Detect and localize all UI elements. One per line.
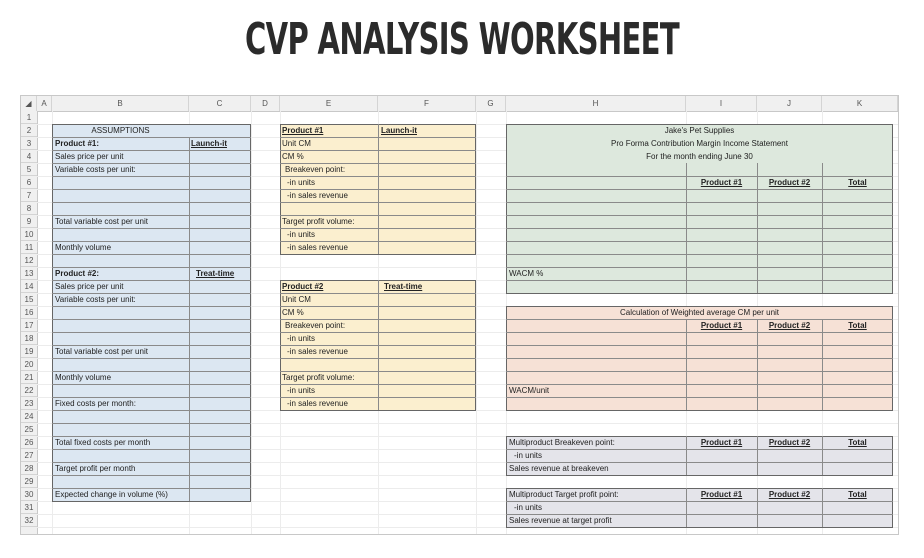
p1-cm-pct: CM % bbox=[282, 152, 304, 161]
cell-border bbox=[52, 475, 251, 476]
p2-sales-price-label: Sales price per unit bbox=[55, 282, 124, 291]
row-header[interactable]: 23 bbox=[21, 397, 37, 410]
p1-target-volume: Target profit volume: bbox=[282, 217, 355, 226]
column-header[interactable]: D bbox=[251, 96, 280, 111]
row-header[interactable]: 9 bbox=[21, 215, 37, 228]
company-name: Jake's Pet Supplies bbox=[664, 126, 735, 135]
cell-border bbox=[757, 319, 758, 410]
column-header[interactable]: I bbox=[686, 96, 757, 111]
cell-border bbox=[378, 124, 379, 254]
row-header[interactable]: 31 bbox=[21, 501, 37, 514]
cell-border bbox=[52, 319, 251, 320]
wacm-unit-label: WACM/unit bbox=[509, 386, 550, 395]
p1-breakeven: Breakeven point: bbox=[285, 165, 346, 174]
cell-border bbox=[52, 228, 251, 229]
row-header[interactable]: 17 bbox=[21, 319, 37, 332]
assumptions-header: ASSUMPTIONS bbox=[91, 126, 150, 135]
cell-border bbox=[686, 319, 687, 410]
cell-border bbox=[52, 449, 251, 450]
p2-unit-cm: Unit CM bbox=[282, 295, 311, 304]
row-header[interactable]: 26 bbox=[21, 436, 37, 449]
row-header[interactable]: 7 bbox=[21, 189, 37, 202]
cell-border bbox=[506, 345, 893, 346]
cell-border bbox=[506, 267, 893, 268]
cell-border bbox=[506, 280, 893, 281]
target-profit-label: Target profit per month bbox=[55, 464, 136, 473]
cell-border bbox=[52, 202, 251, 203]
cell-border bbox=[506, 384, 893, 385]
p1-be-revenue: -in sales revenue bbox=[287, 191, 348, 200]
product2-label: Product #2: bbox=[55, 269, 100, 278]
row-header[interactable]: 22 bbox=[21, 384, 37, 397]
page-title: CVP ANALYSIS WORKSHEET bbox=[245, 14, 679, 65]
product1-panel-header: Product #1 bbox=[282, 126, 324, 135]
row-header[interactable]: 30 bbox=[21, 488, 37, 501]
row-header[interactable]: 21 bbox=[21, 371, 37, 384]
cell-border bbox=[506, 215, 893, 216]
row-header[interactable]: 20 bbox=[21, 358, 37, 371]
cell-border bbox=[506, 397, 893, 398]
column-header[interactable]: J bbox=[757, 96, 822, 111]
cell-border bbox=[822, 319, 823, 410]
row-header[interactable]: 29 bbox=[21, 475, 37, 488]
p2-be-units: -in units bbox=[287, 334, 316, 343]
row-header[interactable]: 11 bbox=[21, 241, 37, 254]
cell-border bbox=[52, 189, 251, 190]
cell-border bbox=[52, 423, 251, 424]
wcm-col-product1: Product #1 bbox=[700, 321, 743, 330]
select-all-corner[interactable]: ◢ bbox=[21, 96, 37, 111]
row-header[interactable]: 18 bbox=[21, 332, 37, 345]
mb-col-product1: Product #1 bbox=[700, 438, 743, 447]
mt-col-product2: Product #2 bbox=[768, 490, 811, 499]
cell-border bbox=[506, 371, 893, 372]
statement-period: For the month ending June 30 bbox=[646, 152, 753, 161]
row-header[interactable]: 27 bbox=[21, 449, 37, 462]
row-header[interactable]: 15 bbox=[21, 293, 37, 306]
expected-change-label: Expected change in volume (%) bbox=[55, 490, 168, 499]
p1-t-revenue: -in sales revenue bbox=[287, 243, 348, 252]
multi-target-label: Multiproduct Target profit point: bbox=[509, 490, 619, 499]
cell-border bbox=[506, 501, 893, 502]
row-header[interactable]: 14 bbox=[21, 280, 37, 293]
is-col-product1: Product #1 bbox=[700, 178, 743, 187]
p2-total-variable-label: Total variable cost per unit bbox=[55, 347, 148, 356]
p1-be-units: -in units bbox=[287, 178, 316, 187]
column-header[interactable]: G bbox=[476, 96, 506, 111]
row-header[interactable]: 28 bbox=[21, 462, 37, 475]
mt-in-units: -in units bbox=[514, 503, 543, 512]
column-header[interactable]: B bbox=[52, 96, 189, 111]
is-col-product2: Product #2 bbox=[768, 178, 811, 187]
cell-border bbox=[506, 189, 893, 190]
product1-name: Launch-it bbox=[191, 139, 227, 148]
row-header[interactable]: 13 bbox=[21, 267, 37, 280]
p2-cm-pct: CM % bbox=[282, 308, 304, 317]
row-header[interactable]: 6 bbox=[21, 176, 37, 189]
row-header[interactable]: 24 bbox=[21, 410, 37, 423]
product2-panel-header: Product #2 bbox=[282, 282, 324, 291]
cell-border bbox=[52, 332, 251, 333]
cell-border bbox=[378, 280, 379, 410]
wcm-col-total: Total bbox=[848, 321, 867, 330]
cell-border bbox=[52, 410, 251, 411]
p2-variable-costs-label: Variable costs per unit: bbox=[55, 295, 136, 304]
column-header[interactable]: A bbox=[37, 96, 52, 111]
row-header[interactable]: 25 bbox=[21, 423, 37, 436]
row-header[interactable]: 5 bbox=[21, 163, 37, 176]
multi-breakeven-label: Multiproduct Breakeven point: bbox=[509, 438, 615, 447]
p1-sales-price-label: Sales price per unit bbox=[55, 152, 124, 161]
row-header[interactable]: 1 bbox=[21, 111, 37, 124]
wacm-pct-label: WACM % bbox=[509, 269, 544, 278]
p2-breakeven: Breakeven point: bbox=[285, 321, 346, 330]
weighted-cm-title: Calculation of Weighted average CM per unit bbox=[619, 308, 780, 317]
product1-panel-name: Launch-it bbox=[381, 126, 417, 135]
mb-col-product2: Product #2 bbox=[768, 438, 811, 447]
wcm-col-product2: Product #2 bbox=[768, 321, 811, 330]
p2-t-units: -in units bbox=[287, 386, 316, 395]
product2-panel-name: Treat-time bbox=[384, 282, 423, 291]
p1-monthly-volume-label: Monthly volume bbox=[55, 243, 112, 252]
statement-title: Pro Forma Contribution Margin Income Statement bbox=[611, 139, 788, 148]
row-header[interactable]: 3 bbox=[21, 137, 37, 150]
cell-border bbox=[52, 306, 251, 307]
cell-border bbox=[506, 254, 893, 255]
grid-line bbox=[251, 111, 252, 534]
p2-t-revenue: -in sales revenue bbox=[287, 399, 348, 408]
column-header-bar bbox=[21, 96, 898, 112]
product1-label: Product #1: bbox=[55, 139, 100, 148]
fixed-costs-label: Fixed costs per month: bbox=[55, 399, 136, 408]
column-header[interactable]: K bbox=[822, 96, 898, 111]
product2-name: Treat-time bbox=[196, 269, 235, 278]
cell-border bbox=[506, 241, 893, 242]
cell-border bbox=[52, 254, 251, 255]
p1-variable-costs-label: Variable costs per unit: bbox=[55, 165, 136, 174]
cell-border bbox=[506, 228, 893, 229]
cell-border bbox=[506, 202, 893, 203]
row-header[interactable]: 8 bbox=[21, 202, 37, 215]
p2-target-volume: Target profit volume: bbox=[282, 373, 355, 382]
is-col-total: Total bbox=[848, 178, 867, 187]
row-header[interactable]: 10 bbox=[21, 228, 37, 241]
row-header[interactable]: 32 bbox=[21, 514, 37, 527]
grid-line bbox=[476, 111, 477, 534]
row-header[interactable]: 19 bbox=[21, 345, 37, 358]
cell-border bbox=[52, 384, 251, 385]
total-fixed-label: Total fixed costs per month bbox=[55, 438, 151, 447]
p1-total-variable-label: Total variable cost per unit bbox=[55, 217, 148, 226]
mb-in-units: -in units bbox=[514, 451, 543, 460]
cell-border bbox=[506, 358, 893, 359]
row-header[interactable]: 16 bbox=[21, 306, 37, 319]
p2-be-revenue: -in sales revenue bbox=[287, 347, 348, 356]
mb-col-total: Total bbox=[848, 438, 867, 447]
p2-monthly-volume-label: Monthly volume bbox=[55, 373, 112, 382]
p1-t-units: -in units bbox=[287, 230, 316, 239]
column-header[interactable]: H bbox=[506, 96, 686, 111]
mt-sales-revenue: Sales revenue at target profit bbox=[509, 516, 612, 525]
p1-unit-cm: Unit CM bbox=[282, 139, 311, 148]
column-header[interactable]: F bbox=[378, 96, 476, 111]
cell-border bbox=[52, 176, 251, 177]
column-header[interactable]: E bbox=[280, 96, 378, 111]
cell-border bbox=[506, 332, 893, 333]
cell-border bbox=[189, 137, 190, 501]
mb-sales-revenue: Sales revenue at breakeven bbox=[509, 464, 609, 473]
row-header[interactable]: 4 bbox=[21, 150, 37, 163]
cell-border bbox=[506, 449, 893, 450]
row-header[interactable]: 12 bbox=[21, 254, 37, 267]
cell-border bbox=[52, 358, 251, 359]
column-header[interactable]: C bbox=[189, 96, 251, 111]
spreadsheet bbox=[20, 95, 899, 535]
row-header[interactable]: 2 bbox=[21, 124, 37, 137]
mt-col-total: Total bbox=[848, 490, 867, 499]
mt-col-product1: Product #1 bbox=[700, 490, 743, 499]
